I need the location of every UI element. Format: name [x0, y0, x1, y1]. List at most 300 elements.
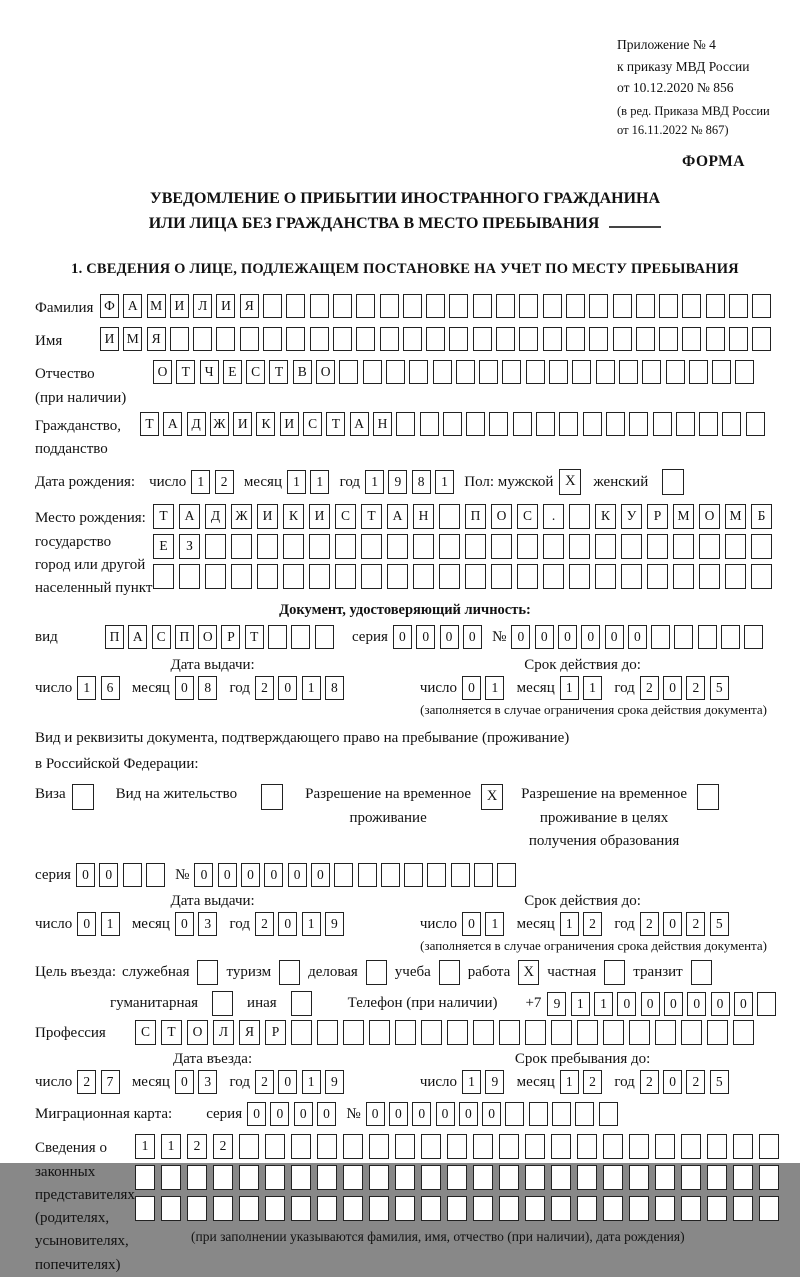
- form-cell[interactable]: 0: [734, 992, 753, 1016]
- form-cell[interactable]: Д: [205, 504, 226, 529]
- form-cell[interactable]: Т: [269, 360, 288, 384]
- visa-checkbox[interactable]: [72, 784, 94, 810]
- form-cell[interactable]: [659, 327, 678, 351]
- form-cell[interactable]: Т: [326, 412, 345, 436]
- form-cell[interactable]: [733, 1020, 754, 1045]
- form-cell[interactable]: А: [123, 294, 142, 318]
- form-cell[interactable]: [682, 327, 701, 351]
- form-cell[interactable]: [433, 360, 452, 384]
- form-cell[interactable]: [283, 534, 304, 559]
- form-cell[interactable]: [566, 294, 585, 318]
- form-cell[interactable]: К: [595, 504, 616, 529]
- form-cell[interactable]: [265, 1165, 285, 1190]
- form-cell[interactable]: [395, 1134, 415, 1159]
- form-cell[interactable]: 0: [482, 1102, 501, 1126]
- form-cell[interactable]: [213, 1165, 233, 1190]
- form-cell[interactable]: 0: [76, 863, 95, 887]
- form-cell[interactable]: И: [216, 294, 235, 318]
- digit-cell[interactable]: 3: [198, 1070, 217, 1094]
- form-cell[interactable]: [473, 1165, 493, 1190]
- digit-cell[interactable]: 9: [325, 1070, 344, 1094]
- form-cell[interactable]: Я: [239, 1020, 260, 1045]
- form-cell[interactable]: Б: [751, 504, 772, 529]
- form-cell[interactable]: [356, 327, 375, 351]
- form-cell[interactable]: [369, 1196, 389, 1221]
- digit-cell[interactable]: 2: [640, 912, 659, 936]
- form-cell[interactable]: 0: [412, 1102, 431, 1126]
- form-cell[interactable]: [525, 1020, 546, 1045]
- form-cell[interactable]: [682, 294, 701, 318]
- form-cell[interactable]: [380, 327, 399, 351]
- form-cell[interactable]: [231, 564, 252, 589]
- digit-cell[interactable]: 1: [462, 1070, 481, 1094]
- form-cell[interactable]: О: [316, 360, 335, 384]
- form-cell[interactable]: [673, 564, 694, 589]
- form-cell[interactable]: О: [187, 1020, 208, 1045]
- form-cell[interactable]: [309, 564, 330, 589]
- digit-cell[interactable]: 0: [175, 1070, 194, 1094]
- digit-cell[interactable]: 0: [462, 676, 481, 700]
- form-cell[interactable]: [439, 534, 460, 559]
- sex-female-checkbox[interactable]: [662, 469, 684, 495]
- form-cell[interactable]: [335, 534, 356, 559]
- form-cell[interactable]: [439, 504, 460, 529]
- form-cell[interactable]: 0: [436, 1102, 455, 1126]
- form-cell[interactable]: С: [152, 625, 171, 649]
- form-cell[interactable]: .: [543, 504, 564, 529]
- form-cell[interactable]: [551, 1165, 571, 1190]
- form-cell[interactable]: [263, 327, 282, 351]
- form-cell[interactable]: 1: [594, 992, 613, 1016]
- form-cell[interactable]: [655, 1020, 676, 1045]
- form-cell[interactable]: [499, 1134, 519, 1159]
- form-cell[interactable]: [334, 863, 353, 887]
- form-cell[interactable]: [447, 1020, 468, 1045]
- form-cell[interactable]: [583, 412, 602, 436]
- form-cell[interactable]: 0: [581, 625, 600, 649]
- form-cell[interactable]: [283, 564, 304, 589]
- form-cell[interactable]: С: [303, 412, 322, 436]
- form-cell[interactable]: [381, 863, 400, 887]
- form-cell[interactable]: [216, 327, 235, 351]
- form-cell[interactable]: [707, 1196, 727, 1221]
- form-cell[interactable]: О: [491, 504, 512, 529]
- form-cell[interactable]: [369, 1020, 390, 1045]
- form-cell[interactable]: [502, 360, 521, 384]
- digit-cell[interactable]: 2: [640, 1070, 659, 1094]
- form-cell[interactable]: [473, 1020, 494, 1045]
- form-cell[interactable]: [263, 294, 282, 318]
- form-cell[interactable]: [759, 1165, 779, 1190]
- form-cell[interactable]: [655, 1134, 675, 1159]
- digit-cell[interactable]: 3: [198, 912, 217, 936]
- form-cell[interactable]: [387, 564, 408, 589]
- form-cell[interactable]: [596, 360, 615, 384]
- form-cell[interactable]: О: [699, 504, 720, 529]
- digit-cell[interactable]: 0: [462, 912, 481, 936]
- form-cell[interactable]: [404, 863, 423, 887]
- form-cell[interactable]: [315, 625, 334, 649]
- form-cell[interactable]: [286, 294, 305, 318]
- form-cell[interactable]: [543, 327, 562, 351]
- digit-cell[interactable]: 1: [435, 470, 454, 494]
- form-cell[interactable]: [676, 412, 695, 436]
- form-cell[interactable]: [707, 1165, 727, 1190]
- form-cell[interactable]: [505, 1102, 524, 1126]
- form-cell[interactable]: [655, 1196, 675, 1221]
- form-cell[interactable]: [603, 1165, 623, 1190]
- form-cell[interactable]: Н: [373, 412, 392, 436]
- form-cell[interactable]: [449, 327, 468, 351]
- form-cell[interactable]: 1: [161, 1134, 181, 1159]
- form-cell[interactable]: С: [135, 1020, 156, 1045]
- digit-cell[interactable]: 5: [710, 1070, 729, 1094]
- form-cell[interactable]: Т: [153, 504, 174, 529]
- form-cell[interactable]: [291, 1020, 312, 1045]
- form-cell[interactable]: [499, 1165, 519, 1190]
- form-cell[interactable]: [595, 534, 616, 559]
- form-cell[interactable]: [525, 1196, 545, 1221]
- form-cell[interactable]: [421, 1165, 441, 1190]
- form-cell[interactable]: [491, 564, 512, 589]
- form-cell[interactable]: [722, 412, 741, 436]
- form-cell[interactable]: Л: [193, 294, 212, 318]
- digit-cell[interactable]: 8: [198, 676, 217, 700]
- form-cell[interactable]: [603, 1020, 624, 1045]
- form-cell[interactable]: 0: [535, 625, 554, 649]
- form-cell[interactable]: О: [153, 360, 172, 384]
- digit-cell[interactable]: 8: [325, 676, 344, 700]
- form-cell[interactable]: [491, 534, 512, 559]
- form-cell[interactable]: [636, 294, 655, 318]
- digit-cell[interactable]: 1: [583, 676, 602, 700]
- form-cell[interactable]: 2: [187, 1134, 207, 1159]
- form-cell[interactable]: [146, 863, 165, 887]
- digit-cell[interactable]: 1: [485, 676, 504, 700]
- digit-cell[interactable]: 9: [388, 470, 407, 494]
- form-cell[interactable]: [525, 1134, 545, 1159]
- form-cell[interactable]: [231, 534, 252, 559]
- form-cell[interactable]: 0: [99, 863, 118, 887]
- form-cell[interactable]: Т: [245, 625, 264, 649]
- form-cell[interactable]: [309, 534, 330, 559]
- purpose-work-checkbox[interactable]: X: [518, 960, 539, 985]
- form-cell[interactable]: [123, 863, 142, 887]
- digit-cell[interactable]: 2: [255, 676, 274, 700]
- form-cell[interactable]: П: [105, 625, 124, 649]
- form-cell[interactable]: Т: [161, 1020, 182, 1045]
- form-cell[interactable]: [551, 1020, 572, 1045]
- form-cell[interactable]: [161, 1196, 181, 1221]
- digit-cell[interactable]: 2: [77, 1070, 96, 1094]
- form-cell[interactable]: [499, 1196, 519, 1221]
- form-cell[interactable]: С: [335, 504, 356, 529]
- form-cell[interactable]: [752, 294, 771, 318]
- form-cell[interactable]: [517, 534, 538, 559]
- form-cell[interactable]: [187, 1196, 207, 1221]
- form-cell[interactable]: [575, 1102, 594, 1126]
- form-cell[interactable]: [681, 1196, 701, 1221]
- form-cell[interactable]: [621, 564, 642, 589]
- form-cell[interactable]: [725, 534, 746, 559]
- digit-cell[interactable]: 1: [302, 1070, 321, 1094]
- form-cell[interactable]: [606, 412, 625, 436]
- residence-permit-checkbox[interactable]: [261, 784, 283, 810]
- form-cell[interactable]: [653, 412, 672, 436]
- form-cell[interactable]: [268, 625, 287, 649]
- form-cell[interactable]: [213, 1196, 233, 1221]
- form-cell[interactable]: [473, 1196, 493, 1221]
- form-cell[interactable]: 0: [247, 1102, 266, 1126]
- form-cell[interactable]: [651, 625, 670, 649]
- form-cell[interactable]: [621, 534, 642, 559]
- form-cell[interactable]: [439, 564, 460, 589]
- form-cell[interactable]: [489, 412, 508, 436]
- form-cell[interactable]: Т: [361, 504, 382, 529]
- form-cell[interactable]: [496, 294, 515, 318]
- form-cell[interactable]: [443, 412, 462, 436]
- form-cell[interactable]: [317, 1134, 337, 1159]
- form-cell[interactable]: А: [179, 504, 200, 529]
- digit-cell[interactable]: 0: [77, 912, 96, 936]
- form-cell[interactable]: [536, 412, 555, 436]
- form-cell[interactable]: [339, 360, 358, 384]
- purpose-private-checkbox[interactable]: [604, 960, 625, 985]
- form-cell[interactable]: [519, 327, 538, 351]
- form-cell[interactable]: [595, 564, 616, 589]
- form-cell[interactable]: 0: [459, 1102, 478, 1126]
- form-cell[interactable]: [466, 412, 485, 436]
- form-cell[interactable]: [517, 564, 538, 589]
- form-cell[interactable]: [712, 360, 731, 384]
- form-cell[interactable]: [525, 1165, 545, 1190]
- form-cell[interactable]: И: [100, 327, 119, 351]
- digit-cell[interactable]: 1: [287, 470, 306, 494]
- form-cell[interactable]: И: [257, 504, 278, 529]
- form-cell[interactable]: [286, 327, 305, 351]
- form-cell[interactable]: [543, 534, 564, 559]
- form-cell[interactable]: [706, 294, 725, 318]
- form-cell[interactable]: [426, 327, 445, 351]
- form-cell[interactable]: [409, 360, 428, 384]
- form-cell[interactable]: В: [293, 360, 312, 384]
- digit-cell[interactable]: 1: [191, 470, 210, 494]
- form-cell[interactable]: [647, 564, 668, 589]
- form-cell[interactable]: [387, 534, 408, 559]
- form-cell[interactable]: [291, 1165, 311, 1190]
- form-cell[interactable]: [681, 1134, 701, 1159]
- form-cell[interactable]: [551, 1134, 571, 1159]
- form-cell[interactable]: Р: [221, 625, 240, 649]
- form-cell[interactable]: [552, 1102, 571, 1126]
- form-cell[interactable]: 2: [213, 1134, 233, 1159]
- form-cell[interactable]: [343, 1020, 364, 1045]
- form-cell[interactable]: [707, 1134, 727, 1159]
- form-cell[interactable]: К: [283, 504, 304, 529]
- form-cell[interactable]: П: [175, 625, 194, 649]
- form-cell[interactable]: [265, 1196, 285, 1221]
- form-cell[interactable]: [317, 1196, 337, 1221]
- form-cell[interactable]: Я: [147, 327, 166, 351]
- form-cell[interactable]: 0: [288, 863, 307, 887]
- digit-cell[interactable]: 1: [485, 912, 504, 936]
- form-cell[interactable]: [193, 327, 212, 351]
- form-cell[interactable]: [239, 1134, 259, 1159]
- form-cell[interactable]: [447, 1196, 467, 1221]
- form-cell[interactable]: И: [309, 504, 330, 529]
- purpose-business-checkbox[interactable]: [366, 960, 387, 985]
- digit-cell[interactable]: 1: [560, 912, 579, 936]
- purpose-official-checkbox[interactable]: [197, 960, 218, 985]
- digit-cell[interactable]: 0: [663, 676, 682, 700]
- form-cell[interactable]: [729, 294, 748, 318]
- form-cell[interactable]: Р: [265, 1020, 286, 1045]
- temp-residence-checkbox[interactable]: X: [481, 784, 503, 810]
- form-cell[interactable]: [396, 412, 415, 436]
- form-cell[interactable]: [496, 327, 515, 351]
- form-cell[interactable]: 0: [416, 625, 435, 649]
- digit-cell[interactable]: 1: [560, 676, 579, 700]
- form-cell[interactable]: Ф: [100, 294, 119, 318]
- form-cell[interactable]: [179, 564, 200, 589]
- form-cell[interactable]: [403, 327, 422, 351]
- form-cell[interactable]: [153, 564, 174, 589]
- temp-residence-education-checkbox[interactable]: [697, 784, 719, 810]
- form-cell[interactable]: 0: [393, 625, 412, 649]
- form-cell[interactable]: [239, 1165, 259, 1190]
- form-cell[interactable]: [659, 294, 678, 318]
- form-cell[interactable]: 0: [366, 1102, 385, 1126]
- form-cell[interactable]: [343, 1165, 363, 1190]
- form-cell[interactable]: [497, 863, 516, 887]
- form-cell[interactable]: 0: [641, 992, 660, 1016]
- form-cell[interactable]: [170, 327, 189, 351]
- form-cell[interactable]: [257, 534, 278, 559]
- form-cell[interactable]: [577, 1134, 597, 1159]
- form-cell[interactable]: У: [621, 504, 642, 529]
- form-cell[interactable]: [529, 1102, 548, 1126]
- form-cell[interactable]: М: [673, 504, 694, 529]
- form-cell[interactable]: [473, 294, 492, 318]
- digit-cell[interactable]: 2: [686, 676, 705, 700]
- form-cell[interactable]: [239, 1196, 259, 1221]
- form-cell[interactable]: 0: [687, 992, 706, 1016]
- form-cell[interactable]: [335, 564, 356, 589]
- form-cell[interactable]: [380, 294, 399, 318]
- form-cell[interactable]: [451, 863, 470, 887]
- form-cell[interactable]: [187, 1165, 207, 1190]
- form-cell[interactable]: [577, 1196, 597, 1221]
- form-cell[interactable]: [291, 1196, 311, 1221]
- form-cell[interactable]: [706, 327, 725, 351]
- digit-cell[interactable]: 0: [175, 912, 194, 936]
- form-cell[interactable]: [343, 1196, 363, 1221]
- form-cell[interactable]: Р: [647, 504, 668, 529]
- form-cell[interactable]: [549, 360, 568, 384]
- form-cell[interactable]: [395, 1196, 415, 1221]
- digit-cell[interactable]: 9: [485, 1070, 504, 1094]
- form-cell[interactable]: [603, 1196, 623, 1221]
- form-cell[interactable]: И: [280, 412, 299, 436]
- digit-cell[interactable]: 2: [215, 470, 234, 494]
- form-cell[interactable]: [473, 1134, 493, 1159]
- form-cell[interactable]: [673, 534, 694, 559]
- form-cell[interactable]: [681, 1165, 701, 1190]
- form-cell[interactable]: [707, 1020, 728, 1045]
- form-cell[interactable]: [746, 412, 765, 436]
- form-cell[interactable]: И: [170, 294, 189, 318]
- form-cell[interactable]: [361, 564, 382, 589]
- form-cell[interactable]: П: [465, 504, 486, 529]
- form-cell[interactable]: [427, 863, 446, 887]
- form-cell[interactable]: [699, 564, 720, 589]
- form-cell[interactable]: [629, 1165, 649, 1190]
- form-cell[interactable]: [681, 1020, 702, 1045]
- form-cell[interactable]: Е: [223, 360, 242, 384]
- form-cell[interactable]: [447, 1165, 467, 1190]
- form-cell[interactable]: 0: [294, 1102, 313, 1126]
- form-cell[interactable]: Ч: [200, 360, 219, 384]
- form-cell[interactable]: Л: [213, 1020, 234, 1045]
- form-cell[interactable]: 0: [317, 1102, 336, 1126]
- form-cell[interactable]: [566, 327, 585, 351]
- form-cell[interactable]: [733, 1165, 753, 1190]
- purpose-tourism-checkbox[interactable]: [279, 960, 300, 985]
- form-cell[interactable]: 0: [628, 625, 647, 649]
- form-cell[interactable]: [343, 1134, 363, 1159]
- form-cell[interactable]: [733, 1134, 753, 1159]
- digit-cell[interactable]: 5: [710, 912, 729, 936]
- digit-cell[interactable]: 1: [101, 912, 120, 936]
- form-cell[interactable]: [369, 1165, 389, 1190]
- form-cell[interactable]: Н: [413, 504, 434, 529]
- form-cell[interactable]: [589, 294, 608, 318]
- form-cell[interactable]: [449, 294, 468, 318]
- form-cell[interactable]: [752, 327, 771, 351]
- form-cell[interactable]: [413, 564, 434, 589]
- form-cell[interactable]: [698, 625, 717, 649]
- digit-cell[interactable]: 2: [583, 912, 602, 936]
- purpose-transit-checkbox[interactable]: [691, 960, 712, 985]
- form-cell[interactable]: [513, 412, 532, 436]
- form-cell[interactable]: [356, 294, 375, 318]
- form-cell[interactable]: [265, 1134, 285, 1159]
- form-cell[interactable]: 0: [711, 992, 730, 1016]
- sex-male-checkbox[interactable]: X: [559, 469, 581, 495]
- digit-cell[interactable]: 5: [710, 676, 729, 700]
- digit-cell[interactable]: 0: [663, 912, 682, 936]
- form-cell[interactable]: [161, 1165, 181, 1190]
- form-cell[interactable]: [413, 534, 434, 559]
- purpose-study-checkbox[interactable]: [439, 960, 460, 985]
- form-cell[interactable]: [666, 360, 685, 384]
- form-cell[interactable]: 0: [605, 625, 624, 649]
- form-cell[interactable]: [751, 564, 772, 589]
- form-cell[interactable]: [473, 327, 492, 351]
- form-cell[interactable]: [291, 625, 310, 649]
- form-cell[interactable]: А: [387, 504, 408, 529]
- form-cell[interactable]: [310, 294, 329, 318]
- form-cell[interactable]: З: [179, 534, 200, 559]
- form-cell[interactable]: [479, 360, 498, 384]
- form-cell[interactable]: [240, 327, 259, 351]
- form-cell[interactable]: [655, 1165, 675, 1190]
- form-cell[interactable]: [395, 1165, 415, 1190]
- form-cell[interactable]: [291, 1134, 311, 1159]
- digit-cell[interactable]: 2: [583, 1070, 602, 1094]
- form-cell[interactable]: [317, 1165, 337, 1190]
- form-cell[interactable]: [333, 294, 352, 318]
